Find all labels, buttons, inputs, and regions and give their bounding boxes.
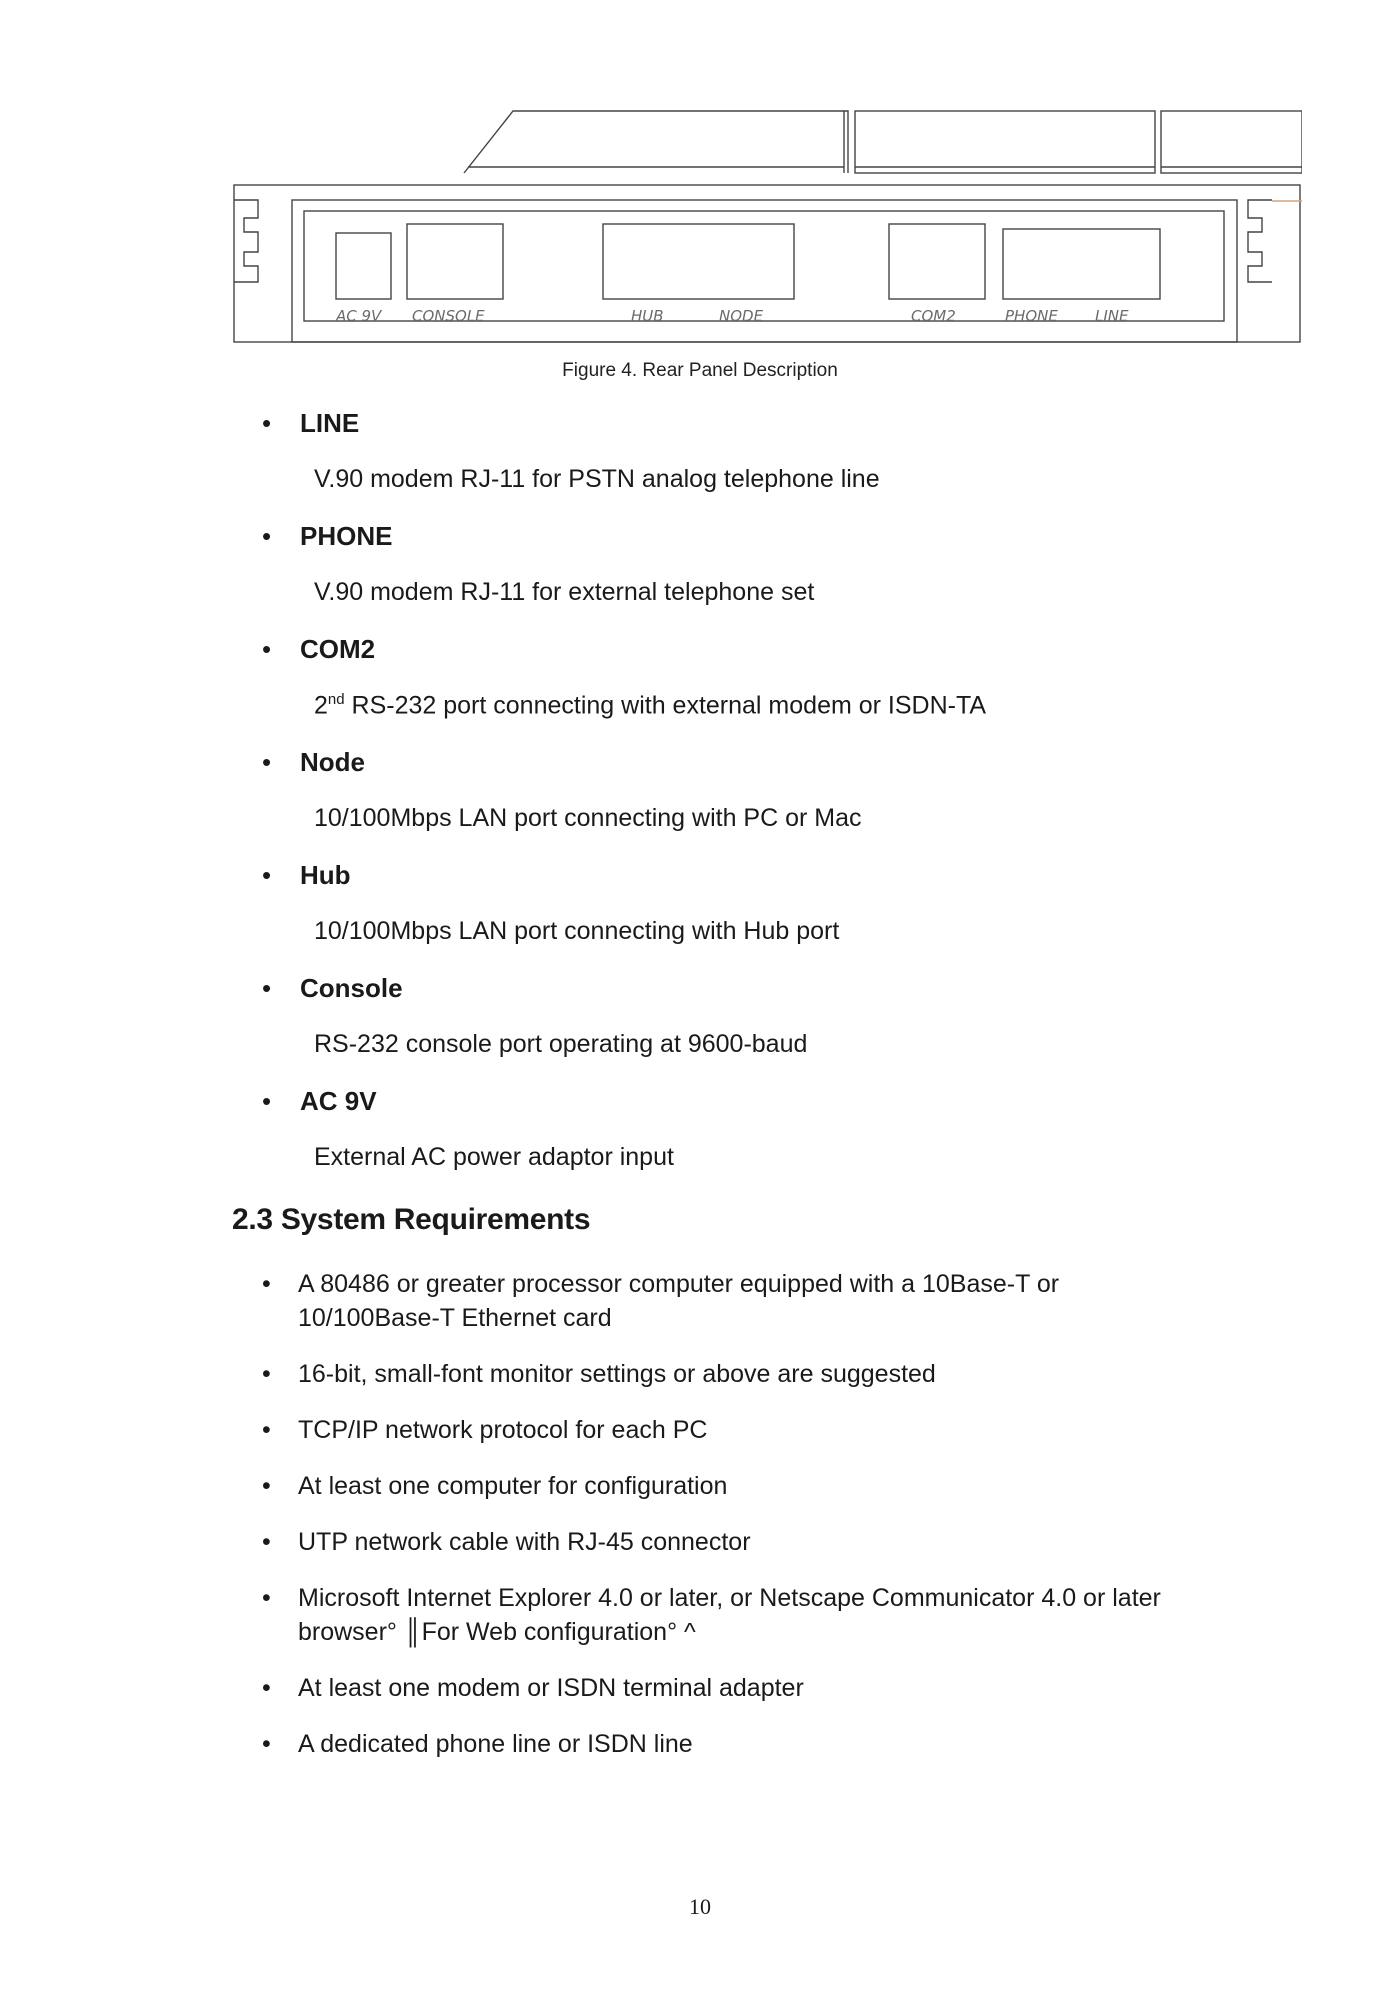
requirement-item — [262, 1413, 1192, 1447]
requirement-text: At least one modem or ISDN terminal adapter — [298, 1674, 804, 1702]
section-heading: 2.3 System Requirements — [232, 1203, 591, 1236]
bullet-icon: • — [262, 408, 272, 438]
hub-node-port — [603, 224, 794, 299]
port-item-line — [262, 408, 1262, 521]
label-hub: HUB — [631, 307, 664, 325]
requirement-text: Microsoft Internet Explorer 4.0 or later, or Netscape Communicator 4.0 or later browser° ║For Web configuration° ^ — [298, 1584, 1161, 1646]
label-com2: COM2 — [911, 307, 956, 325]
port-name: AC 9V — [300, 1086, 377, 1116]
figure-caption: Figure 4. Rear Panel Description — [562, 360, 838, 381]
requirement-item — [262, 1671, 1192, 1705]
bullet-icon: • — [262, 1730, 271, 1758]
port-description-list — [262, 408, 1262, 1199]
port-item-ac9v — [262, 1086, 1262, 1199]
port-description: V.90 modem RJ-11 for PSTN analog telephone line — [314, 465, 880, 493]
bullet-icon: • — [262, 1472, 271, 1500]
requirement-text: 16-bit, small-font monitor settings or above are suggested — [298, 1360, 936, 1388]
port-description: 10/100Mbps LAN port connecting with PC or Mac — [314, 804, 862, 832]
requirement-text: UTP network cable with RJ-45 connector — [298, 1528, 751, 1556]
requirement-text: A 80486 or greater processor computer equipped with a 10Base-T or 10/100Base-T Ethernet card — [298, 1270, 1060, 1332]
bullet-icon: • — [262, 1674, 271, 1702]
bullet-icon: • — [262, 1584, 271, 1612]
bullet-icon: • — [262, 1416, 271, 1444]
label-console: CONSOLE — [412, 307, 485, 325]
port-description-text: RS-232 port connecting with external modem or ISDN-TA — [344, 691, 987, 720]
port-name: PHONE — [300, 521, 393, 551]
label-node: NODE — [719, 307, 764, 325]
bullet-icon: • — [262, 1086, 272, 1116]
label-line: LINE — [1095, 307, 1129, 325]
port-item-hub — [262, 860, 1262, 973]
requirements-list — [262, 1267, 1192, 1783]
ordinal-suffix: nd — [327, 691, 345, 708]
port-item-phone — [262, 521, 1262, 634]
requirement-text: At least one computer for configuration — [298, 1472, 728, 1500]
ac9v-port — [336, 233, 391, 299]
port-description: RS-232 console port operating at 9600-baud — [314, 1030, 808, 1058]
requirement-item — [262, 1267, 1192, 1335]
port-description: External AC power adaptor input — [314, 1143, 674, 1171]
bullet-icon: • — [262, 973, 272, 1003]
bullet-icon: • — [262, 1528, 271, 1556]
phone-line-port — [1003, 229, 1160, 299]
bullet-icon: • — [262, 1360, 271, 1388]
bullet-icon: • — [262, 860, 272, 890]
requirement-text: A dedicated phone line or ISDN line — [298, 1730, 693, 1758]
bullet-icon: • — [262, 1270, 271, 1298]
requirement-item — [262, 1581, 1192, 1649]
requirement-item — [262, 1357, 1192, 1391]
bullet-icon: • — [262, 521, 272, 551]
port-item-node — [262, 747, 1262, 860]
port-item-console — [262, 973, 1262, 1086]
requirement-item — [262, 1469, 1192, 1503]
port-item-com2 — [262, 634, 1262, 747]
port-description — [314, 691, 986, 720]
label-phone: PHONE — [1005, 307, 1058, 325]
console-port — [407, 224, 503, 299]
label-ac9v: AC 9V — [336, 307, 382, 325]
requirement-item — [262, 1727, 1192, 1761]
port-name: Hub — [300, 860, 351, 890]
com2-port — [889, 224, 985, 299]
ordinal-number: 2 — [314, 691, 328, 720]
page-number: 10 — [689, 1894, 711, 1919]
port-description: 10/100Mbps LAN port connecting with Hub port — [314, 917, 840, 945]
port-name: Console — [300, 973, 403, 1003]
rear-panel-figure — [228, 108, 1302, 344]
port-name: LINE — [300, 408, 360, 438]
bullet-icon: • — [262, 634, 272, 664]
port-description: V.90 modem RJ-11 for external telephone set — [314, 578, 815, 606]
port-name: COM2 — [300, 634, 376, 664]
port-name: Node — [300, 747, 365, 777]
requirement-item — [262, 1525, 1192, 1559]
requirement-text: TCP/IP network protocol for each PC — [298, 1416, 708, 1444]
bullet-icon: • — [262, 747, 272, 777]
